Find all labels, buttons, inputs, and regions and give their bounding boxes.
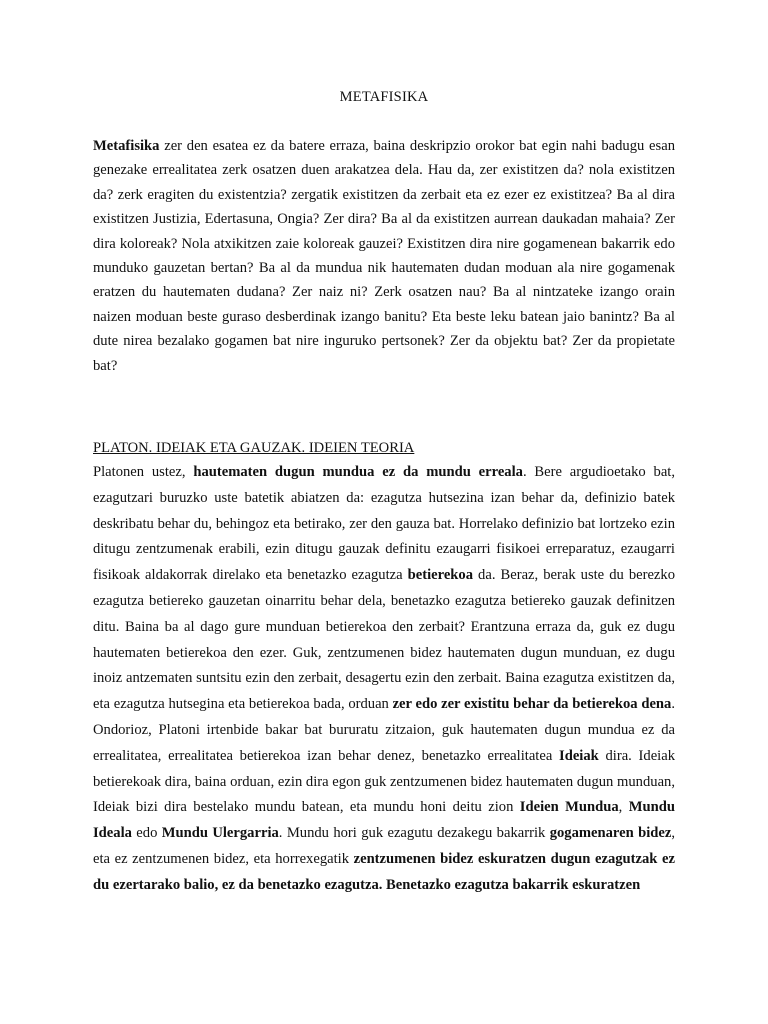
bold-text-run: Metafisika xyxy=(93,138,160,154)
text-run: . Ondorioz, Platoni irtenbide bakar bat bururatu zitzaion, guk hautematen dugun mundua ez da errealitatea, errealitatea betierekoa izan behar denez, benetazko errealitatea xyxy=(93,696,675,764)
bold-text-run: betierekoa xyxy=(407,567,474,584)
bold-text-run: zer edo zer existitu behar da betierekoa dena xyxy=(392,696,672,713)
text-run: da. Beraz, berak uste du berezko ezagutza betiereko gauzetan oinarritu behar dela, benetazko ezagutza betiereko gauzak definitzen ditu. Baina ba al dago gure munduan betierekoa den zerbait? Erantzuna erraza da, guk ez dugu hautematen betierekoa den ezer. Guk, zentzumenen bidez hautematen dugun munduan, ez dugu inoiz antzematen suntsitu ezin den zerbait, desagertu ezin den zerbait. Baina ezagutza existitzen da, eta ezagutza hutsegina eta betierekoa bada, orduan xyxy=(93,567,676,713)
bold-text-run: hautematen dugun mundua ez da mundu erreala xyxy=(193,464,523,481)
text-run: . Bere argudioetako bat, ezagutzari buruzko uste batetik abiatzen da: ezagutza hutsezina izan behar da, definizio batek deskribatu behar du, behingoz eta betirako, zer den gauza bat. Horrelako definizio bat lortzeko ezin ditugu zentzumenak erabili, ezin ditugu gauzak definitu ezaugarri fisikoei erreparatuz, ezaugarri fisikoak aldakorrak direlako eta benetazko ezagutza xyxy=(93,464,675,584)
text-run: . Mundu hori guk ezagutu dezakegu bakarrik xyxy=(278,825,550,842)
bold-text-run: Mundu Ulergarria xyxy=(161,825,279,842)
bold-text-run: Mundu Ideala xyxy=(93,799,675,842)
section-paragraph xyxy=(93,460,675,899)
text-run: dira. Ideiak betierekoak dira, baina orduan, ezin dira egon guk zentzumenen bidez hautematen dugun munduan, Ideiak bizi dira bestelako mundu batean, eta mundu honi deitu zion xyxy=(93,747,675,816)
section-heading: PLATON. IDEIAK ETA GAUZAK. IDEIEN TEORIA xyxy=(93,440,415,457)
bold-text-run: Ideiak xyxy=(559,747,599,764)
bold-text-run: Ideien Mundua xyxy=(519,799,619,816)
section-spacer xyxy=(93,378,675,436)
bold-text-run: zentzumenen bidez eskuratzen dugun ezagutzak ez du ezertarako balio, ez da benetazko ezagutza. Benetazko ezagutza bakarrik eskuratzen xyxy=(93,851,675,893)
intro-paragraph xyxy=(93,134,675,378)
text-run: Platonen ustez, xyxy=(93,464,194,481)
text-run: , xyxy=(618,799,629,816)
text-run: zer den esatea ez da batere erraza, baina deskripzio orokor bat egin nahi badugu esan genezake errealitatea zerk osatzen duen arakatzea dela. Hau da, zer existitzen da? nola existitzen da? zerk eragiten du existentzia? zergatik existitzen da zerbait eta ez ezer ez existitzea? Ba al dira existitzen Justizia, Edertasuna, Ongia? Zer dira? Ba al da existitzen aurrean daukadan mahaia? Zer dira koloreak? Nola atxikitzen zaie koloreak gauzei? Existitzen dira nire gogamenean bakarrik edo munduko gauzetan bertan? Ba al da mundua nik hautematen dudan moduan ala nire gogamenak eratzen du hautematen dudana? Zer naiz ni? Zerk osatzen nau? Ba al nintzateke izango orain naizen moduan beste guraso desberdinak izango banitu? Eta beste leku batean jaio banintz? Ba al dute nirea bezalako gogamen bat nire inguruko pertsonek? Zer da objektu bat? Zer da propietate bat? xyxy=(93,138,675,374)
document-title: METAFISIKA xyxy=(339,89,429,105)
document-page xyxy=(93,87,675,899)
bold-text-run: gogamenaren bidez xyxy=(549,825,672,842)
text-run: , eta ez zentzumenen bidez, eta horrexegatik xyxy=(93,825,675,868)
text-run: edo xyxy=(131,825,162,842)
